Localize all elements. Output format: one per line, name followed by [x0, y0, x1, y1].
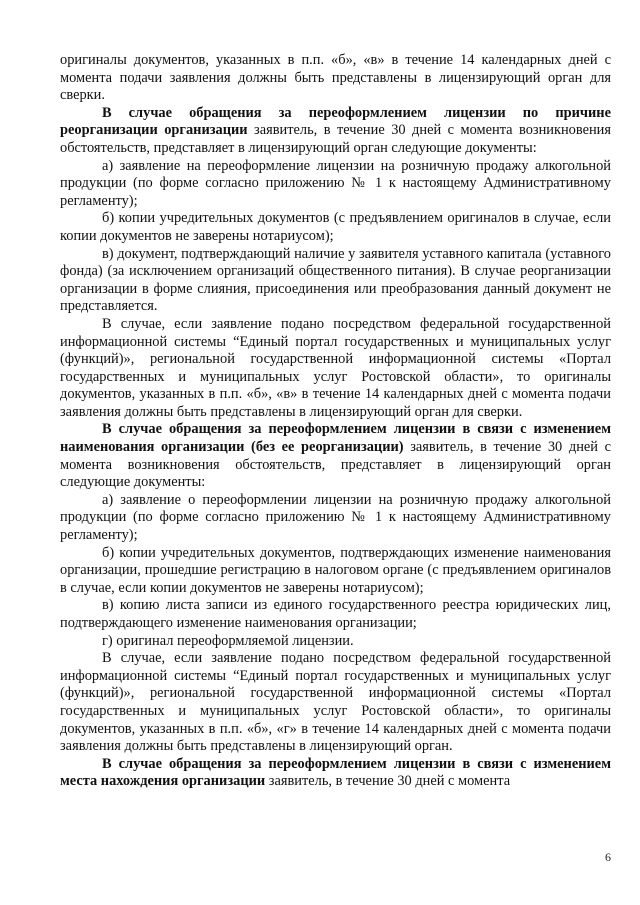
paragraph-text: оригиналы документов, указанных в п.п. «б», «в» в течение 14 календарных дней с момента подачи заявления должны быть представлены в лицензирующий орган для сверки.	[60, 52, 611, 104]
paragraph-5	[60, 246, 611, 316]
paragraph-text: заявитель, в течение 30 дней с момента	[265, 773, 511, 790]
paragraph-2	[60, 105, 611, 158]
document-page	[60, 52, 611, 791]
paragraph-heading: В случае обращения за переоформлением лицензии в связи с изменением места нахождения организации	[60, 755, 611, 790]
paragraph-11	[60, 633, 611, 651]
page-number: 6	[605, 850, 611, 864]
paragraph-8	[60, 492, 611, 545]
paragraph-12	[60, 650, 611, 756]
paragraph-heading: В случае обращения за переоформлением лицензии в связи с изменением наименования организации (без ее реорганизации)	[60, 421, 611, 456]
paragraph-13	[60, 756, 611, 791]
paragraph-1	[60, 52, 611, 105]
paragraph-text: г) оригинал переоформляемой лицензии.	[102, 632, 354, 649]
paragraph-heading: В случае обращения за переоформлением лицензии по причине реорганизации организации	[60, 104, 611, 139]
paragraph-text: В случае, если заявление подано посредством федеральной государственной информационной системы “Единый портал государственных и муниципальных услуг (функций)», региональной государственной информационной системы «Портал государственных и муниципальных услуг Ростовской области», то оригиналы документов, указанных в п.п. «б», «в» в течение 14 календарных дней с момента подачи заявления должны быть представлены в лицензирующий орган для сверки.	[60, 315, 611, 420]
paragraph-text: б) копии учредительных документов, подтверждающих изменение наименования организации, прошедшие регистрацию в налоговом органе (с предъявлением оригиналов в случае, если копии документов не заверены нотариусом);	[60, 544, 611, 596]
paragraph-9	[60, 545, 611, 598]
paragraph-7	[60, 421, 611, 491]
paragraph-10	[60, 597, 611, 632]
paragraph-text: а) заявление на переоформление лицензии на розничную продажу алкогольной продукции (по форме согласно приложению № 1 к настоящему Административному регламенту);	[60, 157, 611, 209]
paragraph-text: В случае, если заявление подано посредством федеральной государственной информационной системы “Единый портал государственных и муниципальных услуг (функций)», региональной государственной информационной системы «Портал государственных и муниципальных услуг Ростовской области», то оригиналы документов, указанных в п.п. «б», «г» в течение 14 календарных дней с момента подачи заявления должны быть представлены в лицензирующий орган.	[60, 650, 611, 755]
paragraph-text: в) документ, подтверждающий наличие у заявителя уставного капитала (уставного фонда) (за исключением организаций общественного питания). В случае реорганизации организации в форме слияния, присоединения или преобразования данный документ не представляется.	[60, 245, 611, 315]
paragraph-text: в) копию листа записи из единого государственного реестра юридических лиц, подтверждающего изменение наименования организации;	[60, 597, 611, 631]
paragraph-text: а) заявление о переоформлении лицензии на розничную продажу алкогольной продукции (по форме согласно приложению № 1 к настоящему Административному регламенту);	[60, 491, 611, 544]
paragraph-text: заявитель, в течение 30 дней с момента возникновения обстоятельств, представляет в лицензирующий орган следующие документы:	[60, 439, 611, 491]
paragraph-4	[60, 210, 611, 245]
paragraph-text: заявитель, в течение 30 дней с момента возникновения обстоятельств, представляет в лицензирующий орган следующие документы:	[60, 122, 612, 156]
paragraph-3	[60, 158, 611, 211]
paragraph-text: б) копии учредительных документов (с предъявлением оригиналов в случае, если копии документов не заверены нотариусом);	[60, 210, 611, 244]
paragraph-6	[60, 316, 611, 422]
